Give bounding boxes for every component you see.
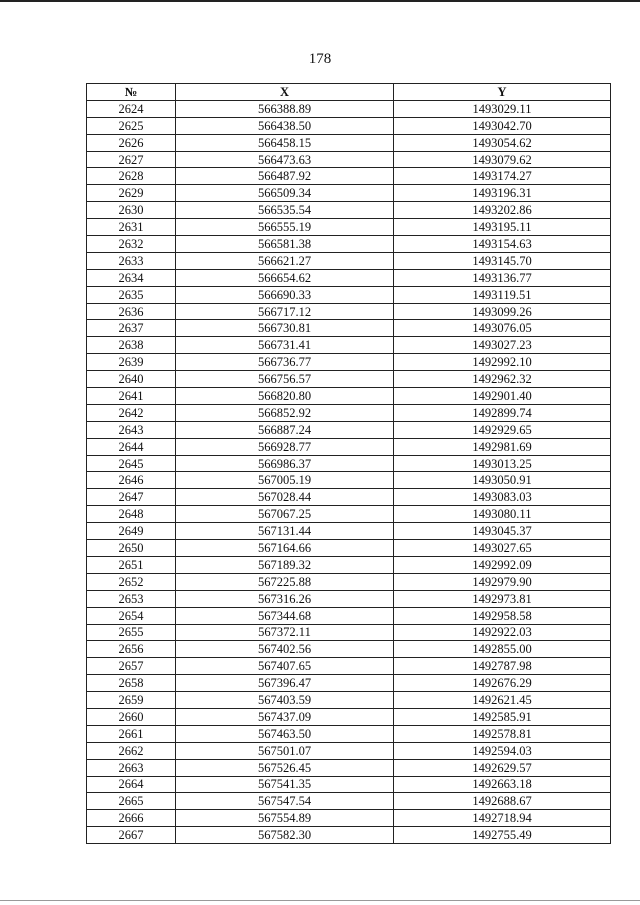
table-row [87, 100, 611, 117]
column-header-x: X [176, 84, 394, 101]
table-row [87, 320, 611, 337]
column-header-number: № [87, 84, 176, 101]
cell-number: 2635 [87, 286, 176, 303]
cell-number: 2634 [87, 269, 176, 286]
table-row [87, 759, 611, 776]
cell-x: 566852.92 [176, 404, 394, 421]
cell-number: 2624 [87, 100, 176, 117]
table-row [87, 725, 611, 742]
cell-x: 566438.50 [176, 117, 394, 134]
table-row [87, 252, 611, 269]
table-row [87, 185, 611, 202]
cell-y: 1493154.63 [394, 236, 611, 253]
table-row [87, 151, 611, 168]
cell-y: 1492718.94 [394, 810, 611, 827]
cell-x: 566690.33 [176, 286, 394, 303]
cell-x: 566986.37 [176, 455, 394, 472]
cell-x: 567582.30 [176, 827, 394, 844]
cell-number: 2652 [87, 573, 176, 590]
table-row [87, 388, 611, 405]
table-row [87, 455, 611, 472]
cell-x: 567131.44 [176, 523, 394, 540]
cell-y: 1492676.29 [394, 675, 611, 692]
cell-x: 566736.77 [176, 354, 394, 371]
table-row [87, 590, 611, 607]
cell-x: 566509.34 [176, 185, 394, 202]
table-row [87, 202, 611, 219]
cell-number: 2633 [87, 252, 176, 269]
cell-y: 1493013.25 [394, 455, 611, 472]
cell-number: 2642 [87, 404, 176, 421]
table-row [87, 337, 611, 354]
table-row [87, 658, 611, 675]
cell-number: 2654 [87, 607, 176, 624]
cell-y: 1493079.62 [394, 151, 611, 168]
cell-x: 566928.77 [176, 438, 394, 455]
table-row [87, 708, 611, 725]
cell-number: 2655 [87, 624, 176, 641]
cell-x: 566717.12 [176, 303, 394, 320]
cell-number: 2644 [87, 438, 176, 455]
cell-x: 567005.19 [176, 472, 394, 489]
cell-y: 1492621.45 [394, 692, 611, 709]
cell-number: 2643 [87, 421, 176, 438]
cell-y: 1493099.26 [394, 303, 611, 320]
cell-number: 2658 [87, 675, 176, 692]
table-row [87, 371, 611, 388]
cell-x: 567316.26 [176, 590, 394, 607]
cell-number: 2666 [87, 810, 176, 827]
cell-x: 566820.80 [176, 388, 394, 405]
table-row [87, 624, 611, 641]
cell-x: 567372.11 [176, 624, 394, 641]
cell-y: 1492929.65 [394, 421, 611, 438]
cell-number: 2626 [87, 134, 176, 151]
cell-number: 2647 [87, 489, 176, 506]
cell-number: 2636 [87, 303, 176, 320]
table-row [87, 286, 611, 303]
cell-y: 1492992.09 [394, 556, 611, 573]
table-row [87, 219, 611, 236]
cell-y: 1492958.58 [394, 607, 611, 624]
cell-number: 2665 [87, 793, 176, 810]
table-row [87, 404, 611, 421]
cell-y: 1492962.32 [394, 371, 611, 388]
cell-x: 566487.92 [176, 168, 394, 185]
cell-x: 566388.89 [176, 100, 394, 117]
cell-x: 567402.56 [176, 641, 394, 658]
coordinates-table [86, 83, 611, 844]
cell-y: 1493045.37 [394, 523, 611, 540]
cell-y: 1492578.81 [394, 725, 611, 742]
cell-number: 2650 [87, 540, 176, 557]
table-row [87, 540, 611, 557]
cell-y: 1492973.81 [394, 590, 611, 607]
table-row [87, 607, 611, 624]
table-row [87, 556, 611, 573]
table-row [87, 134, 611, 151]
cell-y: 1493202.86 [394, 202, 611, 219]
table-row [87, 168, 611, 185]
cell-x: 567463.50 [176, 725, 394, 742]
cell-number: 2662 [87, 742, 176, 759]
cell-y: 1493196.31 [394, 185, 611, 202]
table-row [87, 489, 611, 506]
cell-x: 567547.54 [176, 793, 394, 810]
cell-y: 1492899.74 [394, 404, 611, 421]
cell-number: 2646 [87, 472, 176, 489]
cell-y: 1492855.00 [394, 641, 611, 658]
cell-x: 566458.15 [176, 134, 394, 151]
cell-number: 2660 [87, 708, 176, 725]
cell-x: 567501.07 [176, 742, 394, 759]
cell-number: 2630 [87, 202, 176, 219]
cell-y: 1493119.51 [394, 286, 611, 303]
table-row [87, 827, 611, 844]
cell-x: 566555.19 [176, 219, 394, 236]
cell-y: 1493080.11 [394, 506, 611, 523]
table-row [87, 810, 611, 827]
cell-y: 1493076.05 [394, 320, 611, 337]
table-row [87, 573, 611, 590]
cell-x: 567403.59 [176, 692, 394, 709]
cell-y: 1492992.10 [394, 354, 611, 371]
cell-y: 1493145.70 [394, 252, 611, 269]
cell-number: 2640 [87, 371, 176, 388]
cell-y: 1493174.27 [394, 168, 611, 185]
cell-y: 1493083.03 [394, 489, 611, 506]
cell-number: 2657 [87, 658, 176, 675]
cell-x: 566621.27 [176, 252, 394, 269]
cell-number: 2629 [87, 185, 176, 202]
cell-x: 566756.57 [176, 371, 394, 388]
cell-y: 1492663.18 [394, 776, 611, 793]
cell-y: 1493027.65 [394, 540, 611, 557]
cell-y: 1493136.77 [394, 269, 611, 286]
cell-y: 1493029.11 [394, 100, 611, 117]
cell-x: 566887.24 [176, 421, 394, 438]
cell-x: 567189.32 [176, 556, 394, 573]
table-header [87, 84, 611, 101]
cell-x: 567396.47 [176, 675, 394, 692]
table-row [87, 236, 611, 253]
cell-number: 2631 [87, 219, 176, 236]
cell-x: 567344.68 [176, 607, 394, 624]
cell-number: 2661 [87, 725, 176, 742]
cell-y: 1492901.40 [394, 388, 611, 405]
table-row [87, 472, 611, 489]
table-row [87, 303, 611, 320]
cell-number: 2628 [87, 168, 176, 185]
cell-y: 1492629.57 [394, 759, 611, 776]
cell-x: 567164.66 [176, 540, 394, 557]
cell-x: 566731.41 [176, 337, 394, 354]
table-row [87, 793, 611, 810]
table-row [87, 438, 611, 455]
cell-x: 567028.44 [176, 489, 394, 506]
cell-y: 1492755.49 [394, 827, 611, 844]
cell-y: 1492585.91 [394, 708, 611, 725]
table-body [87, 100, 611, 843]
cell-number: 2637 [87, 320, 176, 337]
cell-x: 566730.81 [176, 320, 394, 337]
cell-number: 2648 [87, 506, 176, 523]
table-row [87, 354, 611, 371]
cell-number: 2649 [87, 523, 176, 540]
cell-x: 566654.62 [176, 269, 394, 286]
cell-number: 2653 [87, 590, 176, 607]
cell-y: 1492594.03 [394, 742, 611, 759]
cell-number: 2659 [87, 692, 176, 709]
top-rule [0, 0, 640, 2]
cell-x: 567067.25 [176, 506, 394, 523]
cell-x: 567526.45 [176, 759, 394, 776]
cell-x: 566473.63 [176, 151, 394, 168]
bottom-rule [0, 900, 640, 901]
cell-x: 566535.54 [176, 202, 394, 219]
table-row [87, 523, 611, 540]
table-row [87, 421, 611, 438]
table-row [87, 742, 611, 759]
table-row [87, 269, 611, 286]
cell-y: 1493050.91 [394, 472, 611, 489]
cell-number: 2651 [87, 556, 176, 573]
cell-number: 2639 [87, 354, 176, 371]
cell-number: 2667 [87, 827, 176, 844]
table-row [87, 117, 611, 134]
cell-x: 567407.65 [176, 658, 394, 675]
cell-number: 2638 [87, 337, 176, 354]
cell-y: 1493042.70 [394, 117, 611, 134]
cell-number: 2641 [87, 388, 176, 405]
table-row [87, 506, 611, 523]
cell-x: 567541.35 [176, 776, 394, 793]
cell-number: 2632 [87, 236, 176, 253]
cell-x: 567437.09 [176, 708, 394, 725]
table-row [87, 675, 611, 692]
page-number: 178 [308, 51, 332, 67]
cell-number: 2645 [87, 455, 176, 472]
cell-number: 2627 [87, 151, 176, 168]
table-row [87, 692, 611, 709]
table-row [87, 776, 611, 793]
cell-number: 2656 [87, 641, 176, 658]
cell-number: 2625 [87, 117, 176, 134]
cell-y: 1492922.03 [394, 624, 611, 641]
cell-y: 1493054.62 [394, 134, 611, 151]
cell-y: 1493195.11 [394, 219, 611, 236]
cell-x: 567225.88 [176, 573, 394, 590]
column-header-y: Y [394, 84, 611, 101]
cell-number: 2663 [87, 759, 176, 776]
cell-x: 566581.38 [176, 236, 394, 253]
cell-x: 567554.89 [176, 810, 394, 827]
cell-y: 1492979.90 [394, 573, 611, 590]
cell-y: 1493027.23 [394, 337, 611, 354]
header-row [87, 84, 611, 101]
table-row [87, 641, 611, 658]
cell-y: 1492981.69 [394, 438, 611, 455]
cell-number: 2664 [87, 776, 176, 793]
cell-y: 1492787.98 [394, 658, 611, 675]
cell-y: 1492688.67 [394, 793, 611, 810]
